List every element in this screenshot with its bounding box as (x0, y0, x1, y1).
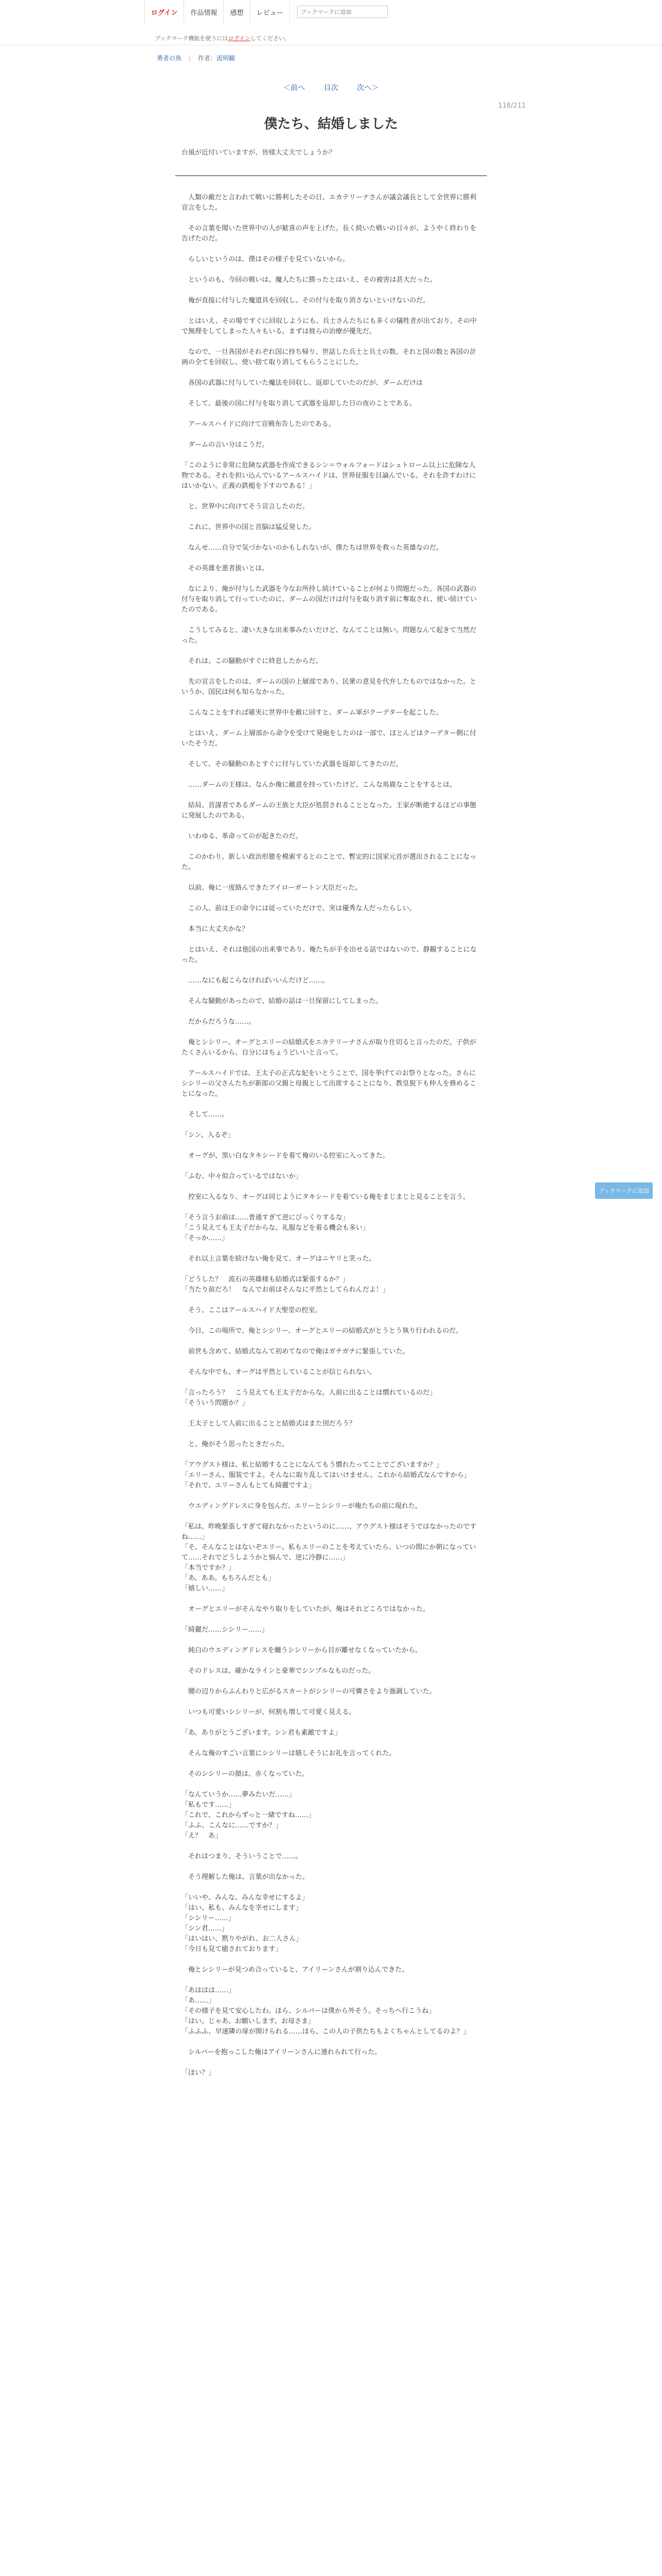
toc-link[interactable]: 目次 (324, 84, 338, 92)
nav-novel-info-link[interactable]: 作品情報 (184, 0, 224, 24)
body-paragraph: 俺とシシリー、オーグとエリーの結婚式をエカテリーナさんが取り仕切ると言ったのだ。子供がたくさんいるから、自分にはちょうどいいと言って。 (181, 1039, 476, 1057)
body-paragraph: 「あ、ありがとうございます。シン君も素敵ですよ」 (181, 1729, 342, 1737)
body-paragraph: 今日、この場所で、俺とシシリー、オーグとエリーの結婚式がとうとう執り行われるのだ。 (181, 1327, 463, 1335)
body-paragraph: なので、一旦各国がそれぞれ国に持ち帰り、世話した兵士と兵士の数、それと国の数と各国の計画の全てを回収し、使い捨て取り消してもらうことにした。 (181, 348, 476, 366)
body-paragraph: シルバーを抱っこした俺はアイリーンさんに連れられて行った。 (181, 2048, 382, 2056)
notice-login-link[interactable]: ログイン (228, 35, 251, 42)
bookmark-search-input[interactable] (297, 6, 388, 18)
body-paragraph: それはつまり、そういうことで……。 (181, 1853, 303, 1860)
body-paragraph: 「シン、入るぞ」 (181, 1131, 235, 1139)
body-paragraph: アールスハイドに向けて宣戦布告したのである。 (181, 420, 335, 428)
top-nav (144, 0, 388, 24)
body-paragraph: とはいえ、ダーム上層部から命令を受けて発砲をしたのは一部で、ほとんどはクーデター側に付いたそうだ。 (181, 730, 476, 748)
body-paragraph: 「いいや、みんな、みんな幸せにするよ」 「はい、私も、みんなを幸せにします」 「シシリー……」 「シン君……」 「はいはい、黙りやがれ、お二人さん」 「今日も見て癒されております」 (181, 1894, 309, 1953)
bookmark-add-button[interactable]: ブックマークに追加 (595, 1182, 653, 1199)
next-chapter-link[interactable]: 次へ＞ (357, 84, 379, 92)
body-paragraph: 「アウグスト様は、私と結婚することになんてもう慣れたってことでございますか？」 「エリーさん、服装ですよ。そんなに取り乱してはいけません。これから結婚式なんですから」 「それで、エリーさんもとても綺麗ですよ」 (181, 1461, 471, 1489)
body-paragraph: 「なんていうか……夢みたいだ……」 「私もです……」 「これで、これからずっと一緒ですね……」 「ふふ、こんなに……ですか？」 「え？ あ」 (181, 1791, 315, 1840)
body-paragraph: とはいえ、それは他国の出来事であり、俺たちが手を出せる話ではないので、静観することになった。 (181, 946, 477, 964)
body-paragraph: この人、前は王の命令には従っていただけで、実は優秀な人だったらしい。 (181, 905, 416, 912)
body-paragraph: 「私は、昨晩緊張しすぎて寝れなかったというのに……、アウグスト様はそうではなかったのですね……」 「そ、そんなことはないぞエリー。私もエリーのことを考えていたら、いつの間にか朝になっていて……それでどうしようかと悩んで、逆に冷静に……」 「本当ですか？」 「あ、ああ。もちろんだとも」 「嬉しい……」 (181, 1523, 476, 1592)
body-paragraph: 「ふむ、中々似合っているではないか」 (181, 1173, 302, 1180)
body-paragraph: 以前、俺に一度絡んできたアイローガートン大臣だった。 (181, 884, 362, 892)
body-paragraph: だからだろうな……。 (181, 1018, 256, 1026)
breadcrumb-separator: | (188, 55, 191, 62)
body-paragraph: なんせ……自分で気づかないのかもしれないが、僕たちは世界を救った英雄なのだ。 (181, 544, 443, 552)
body-paragraph: そして……。 (181, 1111, 229, 1118)
body-paragraph: 「綺麗だ……シシリー……」 (181, 1626, 269, 1634)
novel-pager (0, 82, 662, 93)
body-paragraph: ダームの言い分はこうだ。 (181, 441, 269, 449)
body-paragraph: そう理解した俺は、言葉が出なかった。 (181, 1873, 309, 1881)
login-notice (155, 34, 290, 42)
body-paragraph: オーグとエリーがそんなやり取りをしていたが、俺はそれどころではなかった。 (181, 1605, 430, 1613)
body-paragraph: とはいえ、その場ですぐに回収しようにも、兵士さんたちにも多くの犠牲者が出ており、その中で無理をしてしまった人々もいる。まずは彼らの治療が優先だ。 (181, 317, 477, 335)
body-paragraph: 各国の武器に付与していた魔法を回収し、返却していたのだが、ダームだけは (181, 379, 423, 387)
site-header (0, 0, 662, 45)
body-paragraph: こうしてみると、凄い大きな出来事みたいだけど、なんてことは無い。問題なんて起きて当然だった。 (181, 626, 477, 645)
body-paragraph: 控室に入るなり、オーグは同じようにタキシードを着ている俺をまじまじと見ることを言う。 (181, 1193, 470, 1201)
chapter-preface: 台風が近付いていますが、皆様大丈夫でしょうか？ (181, 149, 336, 157)
author-label: 作者： (197, 55, 217, 62)
body-paragraph: オーグが、黒い白なタキシードを着て俺のいる控室に入ってきた。 (181, 1152, 389, 1160)
body-paragraph: それは、この騒動がすぐに終息したからだ。 (181, 657, 323, 665)
body-paragraph: そして、その騒動のあとすぐに付与していた武器を返却してきたのだ。 (181, 760, 403, 768)
body-paragraph: 「そう言うお前は……普通すぎて逆にびっくりするな」 「こう見えても王太子だからな。礼服などを着る機会も多い」 「そっか……」 (181, 1214, 370, 1242)
body-paragraph: こんなことをすれば確実に世界中を敵に回すと、ダーム軍がクーデターを起こした。 (181, 709, 443, 717)
body-paragraph: らしいというのは、僕はその様子を見ていないから。 (181, 256, 350, 263)
body-paragraph: 人類の敵だと言われて戦いに勝利したその日、エカテリーナさんが議会議長として全世界に勝利宣言をした。 (181, 194, 477, 212)
breadcrumb (157, 54, 235, 62)
body-paragraph: いわゆる、革命ってのが起きたのだ。 (181, 833, 303, 840)
body-paragraph: 俺とシシリーが見つめ合っていると、アイリーンさんが割り込んできた。 (181, 1966, 409, 1974)
body-paragraph: 先の宣言をしたのは、ダームの国の上層部であり、民衆の意見を代弁したものではなかった。というか、国民は何も知らなかった。 (181, 678, 477, 696)
body-paragraph: 「言ったろう？ こう見えても王太子だからな。人前に出ることは慣れているのだ」 「そういう問題か？」 (181, 1389, 437, 1407)
body-paragraph: そんな俺のすごい言葉にシシリーは嬉しそうにお礼を言ってくれた。 (181, 1750, 396, 1757)
body-paragraph: 結局、首謀者であるダームの王族と大臣が処罰されることとなった。王家が断絶するほどの事態に発展したのである。 (181, 802, 477, 820)
chapter-body (181, 193, 481, 2089)
body-paragraph: 腰の辺りからふんわりと広がるスカートがシシリーの可憐さをより強調していた。 (181, 1688, 436, 1696)
chapter-title: 僕たち、結婚しました (263, 116, 398, 132)
notice-after: してください。 (250, 35, 290, 42)
body-paragraph: 前世も含めて、結婚式なんて初めてなので俺はガチガチに緊張していた。 (181, 1348, 409, 1355)
body-paragraph: というのも、今回の戦いは、魔人たちに勝ったとはいえ、その被害は甚大だった。 (181, 276, 437, 284)
body-paragraph: このかわり、新しい政治形態を模索するとのことで、暫定的に国家元首が選出されることになった。 (181, 853, 476, 871)
body-paragraph: と、世界中に向けてそう宣言したのだ。 (181, 503, 309, 511)
body-paragraph: そのシシリーの顔は、赤くなっていた。 (181, 1770, 309, 1778)
author-link[interactable]: 流明観 (216, 55, 235, 62)
body-paragraph: ウエディングドレスに身を包んだ、エリーとシシリーが俺たちの前に現れた。 (181, 1502, 422, 1510)
body-paragraph: 「どうした？ 流石の英雄様も結婚式は緊張するか？」 「当たり前だろ！ なんでお前はそんなに平然としてられんだよ！」 (181, 1276, 390, 1294)
top-bar (0, 0, 662, 24)
body-paragraph: そして、最後の国に付与を取り消して武器を返却した日の夜のことである。 (181, 400, 416, 408)
series-title-link[interactable]: 勇者の魚 (157, 55, 182, 62)
body-paragraph: 純白のウエディングドレスを纏うシシリーから目が離せなくなっていたから。 (181, 1647, 422, 1654)
nav-impressions-link[interactable]: 感想 (224, 0, 250, 24)
body-paragraph: そんな騒動があったので、結婚の話は一旦保留にしてしまった。 (181, 997, 383, 1005)
body-paragraph: 「あははは……」 「あ……」 「その様子を見て安心したわ。ほら、シルバーは僕から外そう。そっちへ行こうね」 「はい。じゃあ、お願いします。お母さま」 「ふふふ、早速隣の扉が開けられる……ほら、この人の子供たちもよくちゃんとしてるのよ？」 (181, 1987, 470, 2036)
body-paragraph: その英雄を悪者扱いとは。 (181, 565, 269, 572)
preface-divider (175, 175, 487, 176)
body-paragraph: ……ダームの王様は、なんか俺に敵意を持っていたけど、こんな馬鹿なことをするとは。 (181, 781, 457, 789)
body-paragraph: 「このように非常に危険な武器を作成できるシン＝ウォルフォードはシュトローム以上に危険な人物である。それを担い込んでいるアールスハイドは、世界征服を目論んでいる。それを許すわけにはいかない。正義の鉄槌を下すのである！」 (181, 462, 476, 490)
body-paragraph: これに、世界中の国と首脳は猛反発した。 (181, 523, 316, 531)
body-paragraph: いつも可愛いシシリーが、何割も増して可愛く見える。 (181, 1708, 356, 1716)
page-number: 118/211 (498, 102, 526, 110)
body-paragraph: そう、ここはアールスハイド大聖堂の控室。 (181, 1307, 322, 1314)
nav-login-link[interactable]: ログイン (144, 0, 184, 24)
notice-before: ブックマーク機能を使うには (155, 35, 228, 42)
body-paragraph: そんな中でも、オーグは平然としていることが信じられない。 (181, 1368, 376, 1376)
body-paragraph: 王太子として人前に出ることと結婚式はまた別だろう？ (181, 1420, 356, 1428)
body-paragraph: アールスハイドでは、王太子の正式な妃をいとうことで、国を挙げてのお祭りとなった。さらにシシリーの父さんたちが新郎の父親と母親として出席することになり、教皇猊下も仲人を務めることになった。 (181, 1070, 476, 1098)
prev-chapter-link[interactable]: ＜前へ (283, 84, 305, 92)
body-paragraph: 「ほい？」 (181, 2069, 216, 2077)
nav-review-link[interactable]: レビュー (250, 0, 290, 24)
body-paragraph: それ以上言葉を続けない俺を見て、オーグはニヤリと笑った。 (181, 1255, 376, 1263)
body-paragraph: そのドレスは、確かなラインと豪華でシンプルなものだった。 (181, 1667, 375, 1675)
body-paragraph: ……なにも起こらなければいいんだけど……。 (181, 977, 329, 985)
body-paragraph: と、俺がそう思ったときだった。 (181, 1440, 289, 1448)
body-paragraph: その言葉を聞いた世界中の人が歓喜の声を上げた。長く続いた戦いの日々が、ようやく終わりを告げたのだ。 (181, 225, 477, 243)
body-paragraph: 本当に大丈夫かな？ (181, 925, 249, 933)
body-paragraph: なにより、俺が付与した武器を今なお所持し続けていることが何より問題だった。各国の武器の付与を取り消して行っていたのに、ダームの国だけは付与を取り消す前に奪取され、使い続けていたのである。 (181, 585, 477, 614)
body-paragraph: 俺が直接に付与した魔道具を回収し、その付与を取り消さないといけないのだ。 (181, 297, 430, 304)
